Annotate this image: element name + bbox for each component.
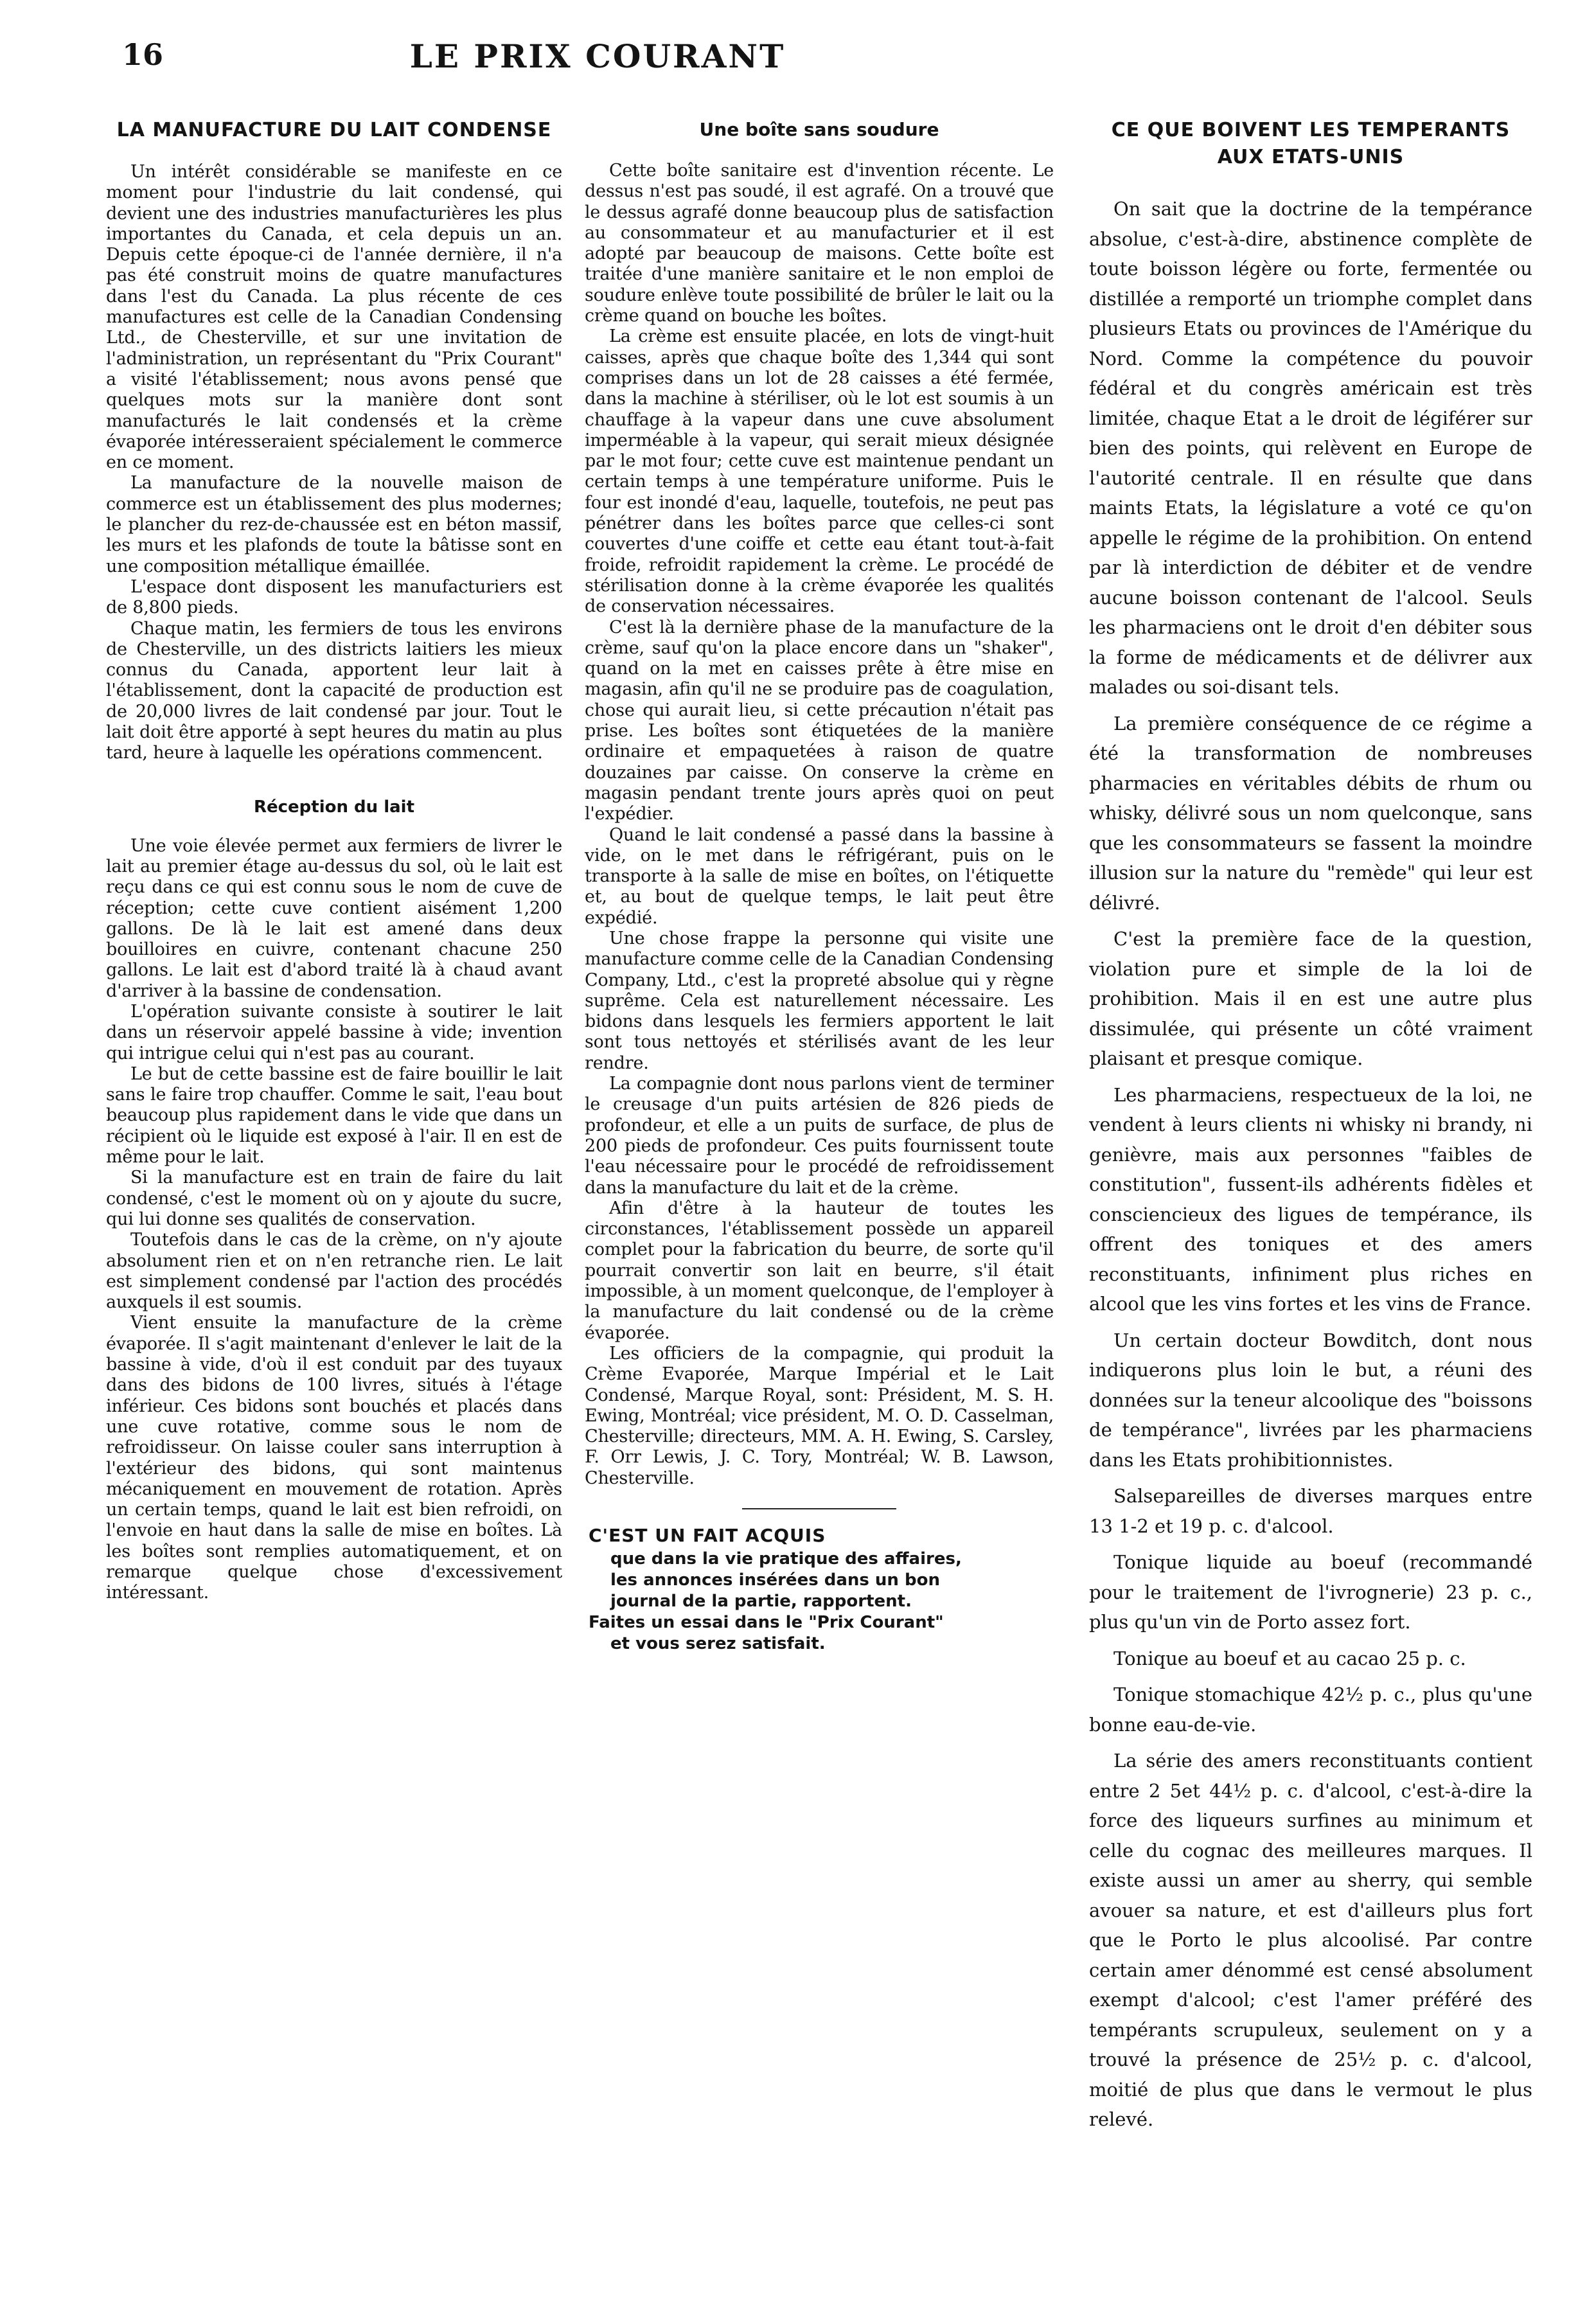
paragraph: C'est là la dernière phase de la manufacture de la crème, sauf qu'on la place encore dans un "shaker", quand on la met en caisses prête à être mise en magasin, afin qu'il ne se produire pas de coagulation, chose qui aurait lieu, si cette précaution n'était pas prise. Les boîtes sont étiquetées de la manière ordinaire et empaquetées à raison de quatre douzaines par caisse. On conserve la crème en magasin pendant trente jours après quoi on peut l'expédier. bbox=[585, 617, 1054, 824]
paragraph: Une voie élevée permet aux fermiers de livrer le lait au premier étage au-dessus du sol, où le lait est reçu dans ce qui est connu sous le nom de cuve de réception; cette cuve contient aisément 1,200 gallons. De là le lait est amené dans deux bouilloires en cuivre, contenant chacune 250 gallons. Le lait est d'abord traité là à chaud avant d'arriver à la bassine de condensation. bbox=[106, 835, 562, 1001]
paragraph: Les officiers de la compagnie, qui produit la Crème Evaporée, Marque Impérial et le Lait Condensé, Marque Royal, sont: Président, M. S. H. Ewing, Montréal; vice président, M. O. D. Casselman, Chesterville; directeurs, MM. A. H. Ewing, S. Carsley, F. Orr Lewis, J. C. Tory, Montréal; W. B. Lawson, Chesterville. bbox=[585, 1343, 1054, 1488]
paragraph: Tonique au boeuf et au cacao 25 p. c. bbox=[1113, 1647, 1466, 1669]
advertising-notice bbox=[585, 1525, 1054, 1655]
paragraph: La crème est ensuite placée, en lots de vingt-huit caisses, après que chaque boîte des 1,344 qui sont comprises dans un lot de 28 caisses a été fermée, dans la machine à stériliser, où le lot est soumis à un chauffage à la vapeur dans une cuve absolument imperméable à la vapeur, qui serait mieux désignée par le mot four; cette cuve est maintenue pendant un certain temps à une température uniforme. Puis le four est inondé d'eau, laquelle, toutefois, ne peut pas pénétrer dans les boîtes parce que celles-ci sont couvertes d'une coiffe et cette eau étant tout-à-fait froide, refroidit rapidement la crème. Le procédé de stérilisation donne à la crème évaporée les qualités de conservation nécessaires. bbox=[585, 326, 1054, 617]
separator-rule bbox=[742, 1508, 896, 1509]
paragraph: La compagnie dont nous parlons vient de terminer le creusage d'un puits artésien de 826 pieds de profondeur, et elle a un puits de surface, de plus de 200 pieds de profondeur. Ces puits fournissent toute l'eau nécessaire pour le procédé de refroidissement dans la manufacture du lait et de la crème. bbox=[585, 1074, 1054, 1198]
paragraph: Une chose frappe la personne qui visite une manufacture comme celle de la Canadian Condensing Company, Ltd., c'est la propreté absolue qui y règne suprême. Cela est naturellement nécessaire. Les bidons dans lesquels les fermiers apportent le lait sont tous nettoyés et stérilisés avant de les leur rendre. bbox=[585, 928, 1054, 1073]
paragraph: Salsepareilles de diverses marques entre 13 1-2 et 19 p. c. d'alcool. bbox=[1089, 1485, 1532, 1537]
notice-line: et vous serez satisfait. bbox=[610, 1634, 826, 1653]
paragraph: Cette boîte sanitaire est d'invention récente. Le dessus n'est pas soudé, il est agrafé. On a trouvé que le dessus agrafé donne beaucoup plus de satisfaction au consommateur et au manufacturier et il est adopté par beaucoup de maisons. Cette boîte est traitée d'une manière sanitaire et le non emploi de soudure enlève toute possibilité de brûler le lait ou la crème quand on bouche les boîtes. bbox=[585, 161, 1054, 326]
page-header bbox=[122, 37, 1073, 89]
article-title-condensed-milk: LA MANUFACTURE DU LAIT CONDENSE bbox=[116, 119, 552, 141]
paragraph: Un intérêt considérable se manifeste en ce moment pour l'industrie du lait condensé, qui devient une des industries manufacturières les plus importantes du Canada, et cela depuis un an. Depuis cette époque-ci de l'année dernière, il n'a pas été construit moins de quatre manufactures dans l'est du Canada. La plus récente de ces manufactures est celle de la Canadian Condensing Ltd., de Chesterville, et sur une invitation de l'administration, un représentant du "Prix Courant" a visité l'établissement; nous avons pensé que quelques mots sur la manière dont sont manufacturés le lait condensés et la crème évaporée intéresseraient spécialement le commerce en ce moment. bbox=[106, 162, 562, 473]
paragraph: Tonique liquide au boeuf (recommandé pour le traitement de l'ivrognerie) 23 p. c., plus qu'un vin de Porto assez fort. bbox=[1089, 1551, 1532, 1633]
notice-line: que dans la vie pratique des affaires, bbox=[610, 1549, 962, 1569]
paragraph: L'espace dont disposent les manufacturiers est de 8,800 pieds. bbox=[106, 576, 562, 618]
column-condensed-milk-article bbox=[106, 117, 562, 1604]
paragraph: On sait que la doctrine de la tempérance absolue, c'est-à-dire, abstinence complète de toute boisson légère ou forte, fermentée ou distillée a remporté un triomphe complet dans plusieurs Etats ou provinces de l'Amérique du Nord. Comme la compétence du pouvoir fédéral et du congrès américain est très limitée, chaque Etat a le droit de légiférer sur bien des points, qui relèvent en Europe de l'autorité centrale. Il en résulte que dans maints Etats, la législature a voté ce qu'on appelle le régime de la prohibition. On entend par là interdiction de débiter et de vendre aucune boisson contenant de l'alcool. Seuls les pharmaciens ont le droit d'en débiter sous la forme de médicaments et de délivrer aux malades ou soi-disant tels. bbox=[1089, 198, 1532, 698]
notice-line: journal de la partie, rapportent. bbox=[610, 1592, 912, 1611]
article-title-seamless-box: Une boîte sans soudure bbox=[699, 119, 939, 140]
paragraph: La première conséquence de ce régime a été la transformation de nombreuses pharmacies en véritables débits de rhum ou whisky, délivré sous un nom quelconque, sans que les consommateurs se fassent la moindre illusion sur la nature du "remède" qui leur est délivré. bbox=[1089, 712, 1532, 914]
paragraph: Un certain docteur Bowditch, dont nous indiquerons plus loin le but, a réuni des données sur la teneur alcoolique des "boissons de tempérance", livrées par les pharmaciens dans les Etats prohibitionnistes. bbox=[1089, 1329, 1532, 1471]
paragraph: La série des amers reconstituants contient entre 2 5et 44½ p. c. d'alcool, c'est-à-dire la force des liqueurs surfines au minimum et celle du cognac des meilleures marques. Il existe aussi un amer au sherry, qui semble avouer sa nature, et est d'ailleurs plus fort que le Porto le plus alcoolisé. Par contre certain amer dénommé est censé absolument exempt d'alcool; c'est l'amer préféré des tempérants scrupuleux, seulement on y a trouvé la présence de 25½ p. c. d'alcool, moitié de plus que dans le vermout le plus relevé. bbox=[1089, 1750, 1532, 2130]
paragraph: Les pharmaciens, respectueux de la loi, ne vendent à leurs clients ni whisky ni brandy, ni genièvre, mais aux personnes "faibles de constitution", fussent-ils adhérents fidèles et consciencieux des ligues de tempérance, ils offrent des toniques et des amers reconstituants, infiniment plus riches en alcool que les vins fortes et les vins de France. bbox=[1089, 1083, 1532, 1315]
paragraph: Si la manufacture est en train de faire du lait condensé, c'est le moment où on y ajoute du sucre, qui lui donne ses qualités de conservation. bbox=[106, 1168, 562, 1229]
article-title-temperance: CE QUE BOIVENT LES TEMPERANTS AUX ETATS-UNIS bbox=[1111, 119, 1511, 168]
paragraph: Vient ensuite la manufacture de la crème évaporée. Il s'agit maintenant d'enlever le lait de la bassine à vide, d'où il est conduit par des tuyaux dans des bidons de 100 livres, situés à l'étage inférieur. Ces bidons sont bouchés et placés dans une cuve rotative, comme sous le nom de refroidisseur. On laisse couler sans interruption à l'extérieur des bidons, qui sont maintenus mécaniquement en mouvement de rotation. Après un certain temps, quand le lait est bien refroidi, on l'envoie en haut dans la salle de mise en boîtes. Là les boîtes sont remplies automatiquement, et on remarque quelque chose d'excessivement intéressant. bbox=[106, 1313, 562, 1603]
paragraph: Le but de cette bassine est de faire bouillir le lait sans le faire trop chauffer. Comme le sait, l'eau bout beaucoup plus rapidement dans le vide que dans un récipient où le liquide est exposé à l'air. Il en est de même pour le lait. bbox=[106, 1063, 562, 1168]
paragraph: Quand le lait condensé a passé dans la bassine à vide, on le met dans le réfrigérant, puis on le transporte à la salle de mise en boîtes, on l'étiquette et, au bout de quelque temps, le lait peut être expédié. bbox=[585, 824, 1054, 928]
page-number: 16 bbox=[122, 37, 164, 72]
journal-title: LE PRIX COURANT bbox=[409, 37, 786, 75]
notice-line: Faites un essai dans le "Prix Courant" bbox=[589, 1613, 944, 1632]
paragraph: Chaque matin, les fermiers de tous les environs de Chesterville, un des districts laitiers les mieux connus du Canada, apportent leur lait à l'établissement, dont la capacité de production est de 20,000 livres de lait condensé par jour. Tout le lait doit être apporté à sept heures du matin au plus tard, heure à laquelle les opérations commencent. bbox=[106, 618, 562, 763]
paragraph: La manufacture de la nouvelle maison de commerce est un établissement des plus modernes; le plancher du rez-de-chaussée est en béton massif, les murs et les plafonds de toute la bâtisse sont en une composition métallique émaillée. bbox=[106, 473, 562, 576]
paragraph: Toutefois dans le cas de la crème, on n'y ajoute absolument rien et on n'en retranche rien. Le lait est simplement condensé par l'action des procédés auxquels il est soumis. bbox=[106, 1230, 562, 1313]
column-temperance-article bbox=[1089, 117, 1532, 2141]
subsection-title-milk-reception: Réception du lait bbox=[253, 797, 415, 817]
paragraph: C'est la première face de la question, violation pure et simple de la loi de prohibition. Mais il en est une autre plus dissimulée, qui présente un côté vraiment plaisant et presque comique. bbox=[1089, 928, 1532, 1069]
paragraph: L'opération suivante consiste à soutirer le lait dans un réservoir appelé bassine à vide; invention qui intrigue celui qui n'est pas au courant. bbox=[106, 1001, 562, 1063]
column-seamless-box-article bbox=[585, 117, 1054, 1655]
paragraph: Tonique stomachique 42½ p. c., plus qu'une bonne eau-de-vie. bbox=[1089, 1684, 1532, 1736]
notice-title: C'EST UN FAIT ACQUIS bbox=[589, 1525, 826, 1546]
paragraph: Afin d'être à la hauteur de toutes les circonstances, l'établissement possède un appareil complet pour la fabrication du beurre, de sorte qu'il pourrait convertir son lait en beurre, s'il était impossible, à un moment quelconque, de l'employer à la manufacture du lait condensé ou de la crème évaporée. bbox=[585, 1198, 1054, 1343]
notice-line: les annonces insérées dans un bon bbox=[610, 1570, 940, 1590]
